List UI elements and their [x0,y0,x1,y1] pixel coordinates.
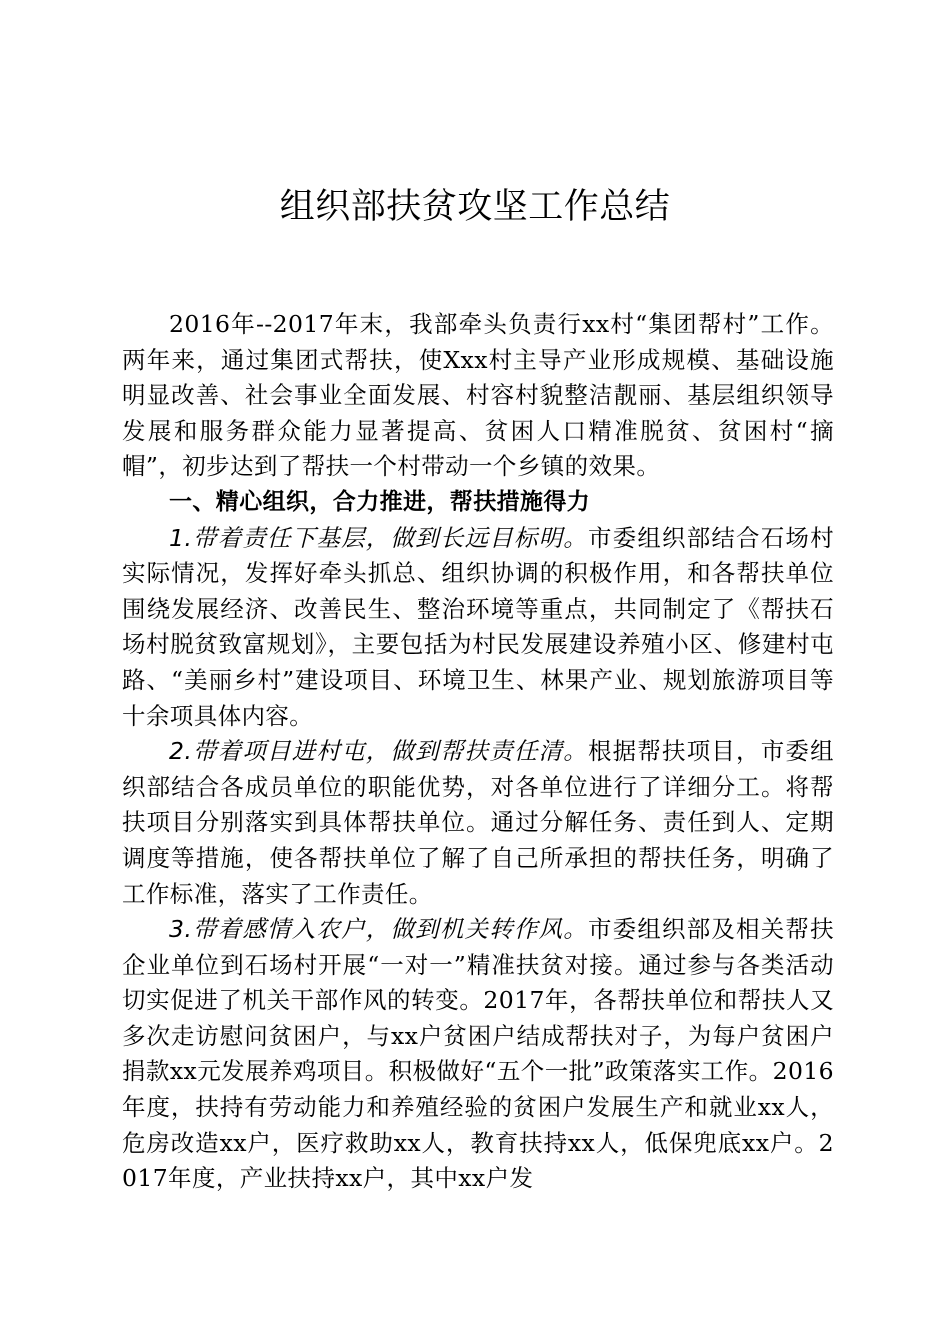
item-text-1: 市委组织部结合石场村实际情况，发挥好牵头抓总、组织协调的积极作用，和各帮扶单位围绕发展经济、改善民生、整治环境等重点，共同制定了《帮扶石场村脱贫致富规划》，主要包括为村民发展建设养殖小区、修建村屯路、“美丽乡村”建设项目、环境卫生、林果产业、规划旅游项目等十余项具体内容。 [122,523,835,730]
intro-paragraph: 2016年--2017年末，我部牵头负责行xx村“集团帮村”工作。两年来，通过集团式帮扶，使Xxx村主导产业形成规模、基础设施明显改善、社会事业全面发展、村容村貌整洁靓丽、基层组织领导发展和服务群众能力显著提高、贫困人口精准脱贫、贫困村“摘帽”，初步达到了帮扶一个村带动一个乡镇的效果。 [122,310,834,481]
item-paragraph-3 [122,912,834,1197]
item-paragraph-2 [122,734,834,912]
section-heading: 一、精心组织，合力推进，帮扶措施得力 [169,488,591,515]
document-body [122,307,834,1197]
item-lead-1: 1.带着责任下基层，做到长远目标明。 [169,523,588,552]
item-text-3: 市委组织部及相关帮扶企业单位到石场村开展“一对一”精准扶贫对接。通过参与各类活动切实促进了机关干部作风的转变。2017年，各帮扶单位和帮扶人又多次走访慰问贫困户，与xx户贫困户结成帮扶对子，为每户贫困户捐款xx元发展养鸡项目。积极做好“五个一批”政策落实工作。2016年度，扶持有劳动能力和养殖经验的贫困户发展生产和就业xx人，危房改造xx户，医疗救助xx人，教育扶持xx人，低保兜底xx户。2017年度，产业扶持xx户，其中xx户发 [122,915,835,1193]
item-lead-3: 3.带着感情入农户，做到机关转作风。 [169,915,588,944]
item-lead-2: 2.带着项目进村屯，做到帮扶责任清。 [169,737,588,766]
document-title: 组织部扶贫攻坚工作总结 [279,187,671,227]
item-text-2: 根据帮扶项目，市委组织部结合各成员单位的职能优势，对各单位进行了详细分工。将帮扶项目分别落实到具体帮扶单位。通过分解任务、责任到人、定期调度等措施，使各帮扶单位了解了自己所承担的帮扶任务，明确了工作标准，落实了工作责任。 [122,737,835,908]
item-paragraph-1 [122,521,834,735]
